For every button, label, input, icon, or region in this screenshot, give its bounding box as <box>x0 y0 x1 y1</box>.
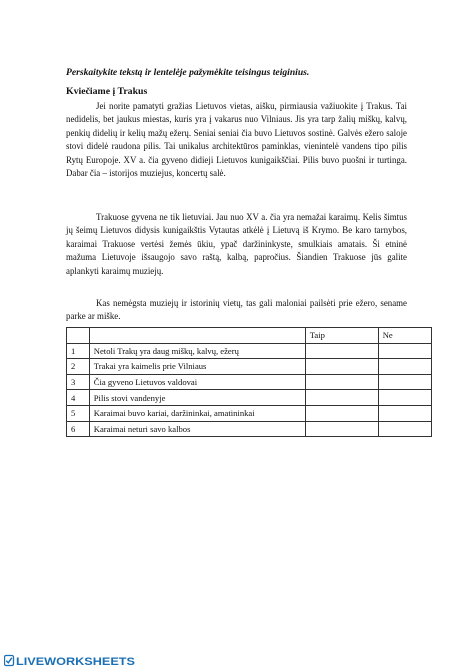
answer-table <box>66 327 432 437</box>
answer-cell-no[interactable] <box>378 359 431 375</box>
liveworksheets-logo-icon <box>4 654 138 667</box>
logo-text: LIVEWORKSHEETS <box>16 656 136 667</box>
row-statement: Pilis stovi vandenyje <box>89 390 305 406</box>
table-row <box>67 405 432 421</box>
row-number: 3 <box>67 374 90 390</box>
table-row <box>67 343 432 359</box>
answer-cell-yes[interactable] <box>305 374 378 390</box>
answer-cell-yes[interactable] <box>305 421 378 437</box>
row-statement: Karaimai buvo kariai, daržininkai, amatininkai <box>89 405 305 421</box>
table-header-row <box>67 328 432 344</box>
header-cell-number <box>67 328 90 344</box>
answer-cell-no[interactable] <box>378 421 431 437</box>
text-heading: Kviečiame į Trakus <box>66 86 148 97</box>
answer-cell-no[interactable] <box>378 405 431 421</box>
answer-cell-no[interactable] <box>378 343 431 359</box>
row-number: 6 <box>67 421 90 437</box>
header-cell-statement <box>89 328 305 344</box>
answer-cell-yes[interactable] <box>305 390 378 406</box>
table-row <box>67 421 432 437</box>
row-statement: Karaimai neturi savo kalbos <box>89 421 305 437</box>
header-cell-yes: Taip <box>305 328 378 344</box>
table-row <box>67 374 432 390</box>
row-number: 1 <box>67 343 90 359</box>
row-statement: Trakai yra kaimelis prie Vilniaus <box>89 359 305 375</box>
paragraph-2: Trakuose gyvena ne tik lietuviai. Jau nuo XV a. čia yra nemažai karaimų. Kelis šimtus jų šeimų Lietuvos didysis kunigaikštis Vytautas atkėlė į Lietuvą iš Krymo. Be karo tarnybos, karaimai Trakuose vertėsi žemės ūkiu, ypač daržininkyste, smulkiais amatais. Ši etninė mažuma Lietuvoje išsaugojo savo raštą, kalbą, papročius. Šiandien Trakuose jūs galite aplankyti karaimų muziejų. <box>66 212 407 276</box>
paragraph-1: Jei norite pamatyti gražias Lietuvos vietas, aišku, pirmiausia važiuokite į Trakus. Tai nedidelis, bet jaukus miestas, kuris yra į vakarus nuo Vilniaus. Jis yra tarp žalių miškų, kalvų, penkių didelių ir kelių mažų ežerų. Seniai seniai čia buvo Lietuvos sostinė. Galvės ežero saloje stovi didelė raudona pilis. Tai unikalus architektūros paminklas, vienintelė vandens tipo pilis Rytų Europoje. XV a. čia gyveno didieji Lietuvos kunigaikščiai. Pilis buvo puošni ir turtinga. Dabar čia – istorijos muziejus, koncertų salė. <box>66 101 407 179</box>
answer-cell-no[interactable] <box>378 374 431 390</box>
paragraph-3: Kas nemėgsta muziejų ir istorinių vietų, tas gali maloniai pailsėti prie ežero, sename parke ar miške. <box>66 298 407 322</box>
answer-cell-no[interactable] <box>378 390 431 406</box>
header-cell-no: Ne <box>378 328 431 344</box>
table-row <box>67 359 432 375</box>
table-row <box>67 390 432 406</box>
instruction-text: Perskaitykite tekstą ir lentelėje pažymėkite teisingus teiginius. <box>66 67 310 78</box>
row-number: 4 <box>67 390 90 406</box>
answer-cell-yes[interactable] <box>305 343 378 359</box>
footer-bar <box>0 651 474 669</box>
row-number: 2 <box>67 359 90 375</box>
row-statement: Netoli Trakų yra daug miškų, kalvų, ežerų <box>89 343 305 359</box>
answer-cell-yes[interactable] <box>305 405 378 421</box>
row-number: 5 <box>67 405 90 421</box>
answer-cell-yes[interactable] <box>305 359 378 375</box>
row-statement: Čia gyveno Lietuvos valdovai <box>89 374 305 390</box>
